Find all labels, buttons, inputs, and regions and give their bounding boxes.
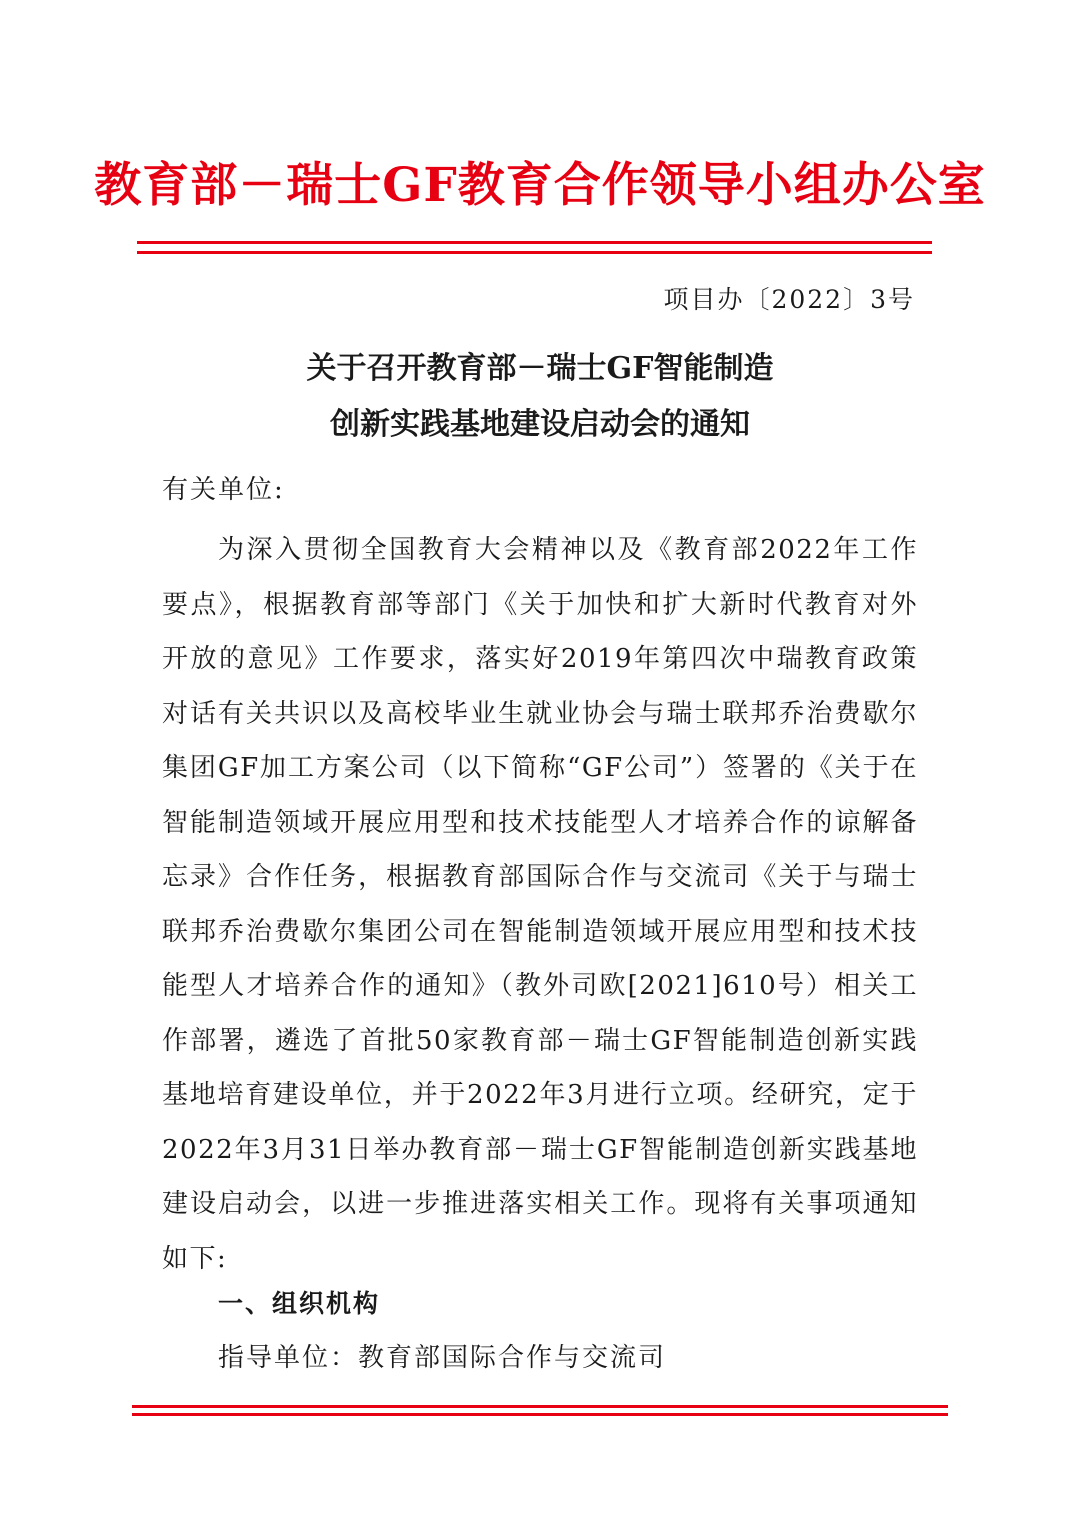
header-red-rule-top xyxy=(137,241,932,244)
body-paragraph: 为深入贯彻全国教育大会精神以及《教育部2022年工作要点》，根据教育部等部门《关于加快和扩大新时代教育对外开放的意见》工作要求，落实好2019年第四次中瑞教育政策对话有关共识以及高校毕业生就业协会与瑞士联邦乔治费歇尔集团GF加工方案公司（以下简称“GF公司”）签署的《关于在智能制造领域开展应用型和技术技能型人才培养合作的谅解备忘录》合作任务，根据教育部国际合作与交流司《关于与瑞士联邦乔治费歇尔集团公司在智能制造领域开展应用型和技术技能型人才培养合作的通知》（教外司欧[2021]610号）相关工作部署，遴选了首批50家教育部－瑞士GF智能制造创新实践基地培育建设单位，并于2022年3月进行立项。经研究，定于2022年3月31日举办教育部－瑞士GF智能制造创新实践基地建设启动会，以进一步推进落实相关工作。现将有关事项通知如下: xyxy=(162,535,918,1274)
issuing-office-title: 教育部－瑞士GF教育合作领导小组办公室 xyxy=(94,158,986,213)
footer-red-rule-bottom xyxy=(132,1413,948,1416)
document-title-line-1: 关于召开教育部－瑞士GF智能制造 xyxy=(306,351,774,386)
footer-red-rule-top xyxy=(132,1405,948,1408)
guiding-unit-line: 指导单位：教育部国际合作与交流司 xyxy=(218,1343,667,1373)
document-title-line-2: 创新实践基地建设启动会的通知 xyxy=(330,407,750,442)
section-heading-organization: 一、组织机构 xyxy=(218,1289,381,1318)
salutation: 有关单位: xyxy=(162,475,285,505)
document-number: 项目办〔2022〕3号 xyxy=(663,285,915,314)
header-red-rule-bottom xyxy=(137,251,932,254)
